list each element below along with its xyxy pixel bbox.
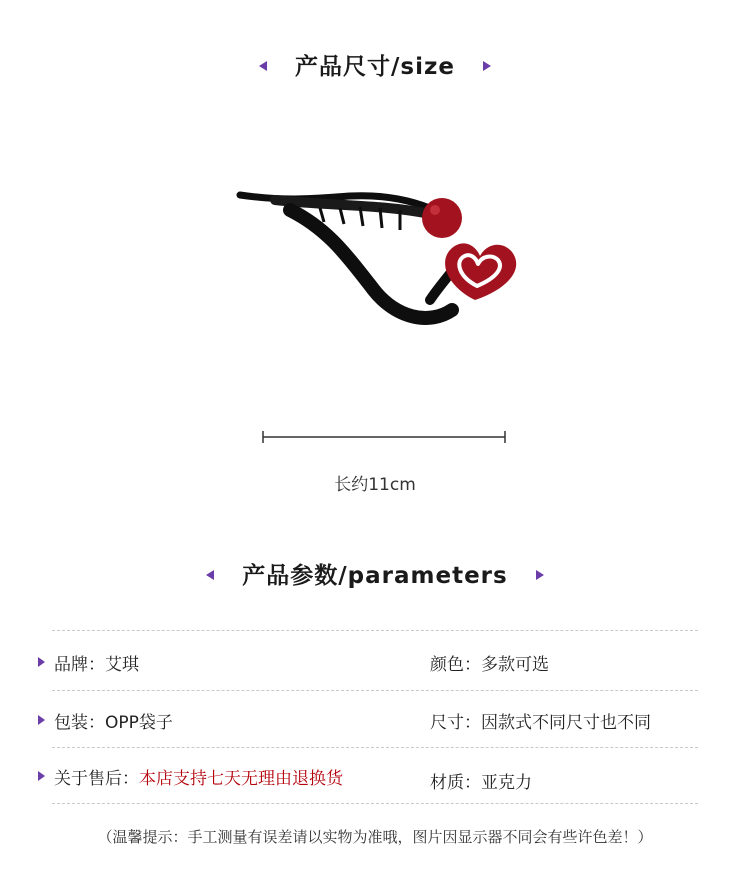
params-section-title [0,557,750,590]
param-value: 亚克力 [481,772,532,793]
left-arrow-icon [259,61,267,71]
param-size [430,691,651,749]
divider [52,630,698,631]
param-label: 包装： [54,712,105,733]
params-title-text: 产品参数/parameters [242,563,508,589]
param-value: 因款式不同尺寸也不同 [481,712,651,733]
param-material [430,751,532,809]
param-value: 艾琪 [105,654,139,675]
param-row [0,691,750,749]
bullet-icon [38,657,45,667]
bullet-icon [38,771,45,781]
right-arrow-icon [483,61,491,71]
hair-clip-heart-icon [220,160,550,360]
size-caption: 长约11cm [334,475,416,495]
param-label: 颜色： [430,654,481,675]
param-row [0,747,750,805]
param-value: OPP袋子 [105,712,173,733]
param-brand [38,633,139,691]
divider [52,803,698,804]
size-title-text: 产品尺寸/size [295,54,455,80]
param-after-sales [38,747,343,805]
param-label: 尺寸： [430,712,481,733]
left-arrow-icon [206,570,214,580]
param-packaging [38,691,173,749]
param-label: 品牌： [54,654,105,675]
param-label: 关于售后： [54,768,139,789]
param-value: 本店支持七天无理由退换货 [139,768,343,789]
bullet-icon [38,715,45,725]
right-arrow-icon [536,570,544,580]
param-color [430,633,549,691]
param-value: 多款可选 [481,654,549,675]
param-label: 材质： [430,772,481,793]
tip-text: （温馨提示：手工测量有误差请以实物为准哦，图片因显示器不同会有些许色差！） [97,828,653,846]
size-section-title [0,48,750,81]
param-row [0,633,750,691]
size-measure-line [262,430,508,444]
